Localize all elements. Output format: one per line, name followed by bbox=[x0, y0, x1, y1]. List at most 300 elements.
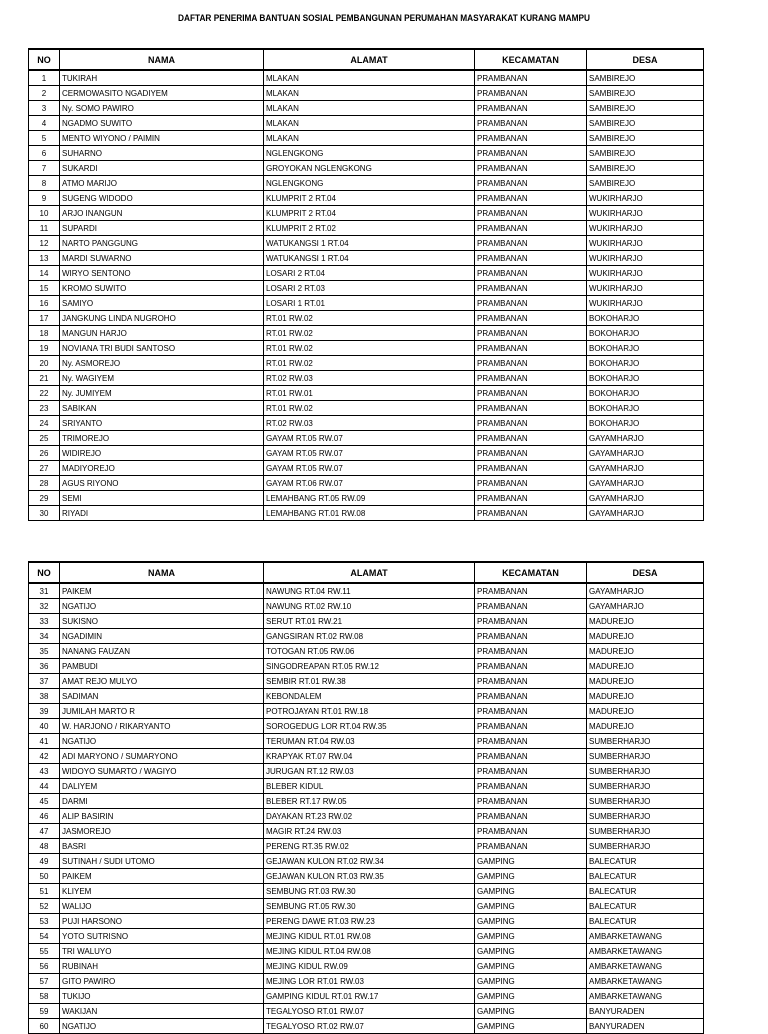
cell-alamat: DAYAKAN RT.23 RW.02 bbox=[264, 809, 475, 824]
cell-no: 27 bbox=[29, 461, 60, 476]
table-row bbox=[29, 899, 704, 914]
cell-desa: MADUREJO bbox=[587, 704, 704, 719]
cell-nama: JASMOREJO bbox=[60, 824, 264, 839]
table-row bbox=[29, 974, 704, 989]
cell-no: 34 bbox=[29, 629, 60, 644]
cell-alamat: GAMPING KIDUL RT.01 RW.17 bbox=[264, 989, 475, 1004]
cell-nama: SADIMAN bbox=[60, 689, 264, 704]
cell-nama: KROMO SUWITO bbox=[60, 281, 264, 296]
cell-alamat: MLAKAN bbox=[264, 70, 475, 86]
cell-alamat: GAYAM RT.05 RW.07 bbox=[264, 461, 475, 476]
cell-alamat: KRAPYAK RT.07 RW.04 bbox=[264, 749, 475, 764]
cell-nama: MENTO WIYONO / PAIMIN bbox=[60, 131, 264, 146]
cell-kecamatan: PRAMBANAN bbox=[475, 101, 587, 116]
table-row bbox=[29, 341, 704, 356]
cell-alamat: GANGSIRAN RT.02 RW.08 bbox=[264, 629, 475, 644]
header-nama: NAMA bbox=[60, 562, 264, 583]
cell-kecamatan: PRAMBANAN bbox=[475, 131, 587, 146]
header-nama: NAMA bbox=[60, 49, 264, 70]
table-row bbox=[29, 491, 704, 506]
cell-alamat: LOSARI 1 RT.01 bbox=[264, 296, 475, 311]
cell-no: 5 bbox=[29, 131, 60, 146]
cell-nama: GITO PAWIRO bbox=[60, 974, 264, 989]
cell-desa: SAMBIREJO bbox=[587, 116, 704, 131]
cell-kecamatan: PRAMBANAN bbox=[475, 446, 587, 461]
table-body bbox=[29, 583, 704, 1034]
cell-desa: WUKIRHARJO bbox=[587, 296, 704, 311]
table-row bbox=[29, 326, 704, 341]
table-row bbox=[29, 644, 704, 659]
cell-kecamatan: PRAMBANAN bbox=[475, 191, 587, 206]
cell-kecamatan: GAMPING bbox=[475, 1004, 587, 1019]
cell-nama: NGATIJO bbox=[60, 599, 264, 614]
cell-no: 28 bbox=[29, 476, 60, 491]
cell-desa: SUMBERHARJO bbox=[587, 764, 704, 779]
cell-no: 33 bbox=[29, 614, 60, 629]
cell-alamat: LOSARI 2 RT.03 bbox=[264, 281, 475, 296]
header-kecamatan: KECAMATAN bbox=[475, 49, 587, 70]
cell-alamat: RT.02 RW.03 bbox=[264, 416, 475, 431]
cell-nama: WALIJO bbox=[60, 899, 264, 914]
cell-no: 26 bbox=[29, 446, 60, 461]
table-row bbox=[29, 101, 704, 116]
cell-no: 2 bbox=[29, 86, 60, 101]
table-row bbox=[29, 749, 704, 764]
cell-kecamatan: PRAMBANAN bbox=[475, 161, 587, 176]
cell-no: 43 bbox=[29, 764, 60, 779]
cell-nama: SUKARDI bbox=[60, 161, 264, 176]
cell-desa: GAYAMHARJO bbox=[587, 431, 704, 446]
cell-alamat: MLAKAN bbox=[264, 116, 475, 131]
cell-no: 53 bbox=[29, 914, 60, 929]
table-row bbox=[29, 989, 704, 1004]
table-row bbox=[29, 704, 704, 719]
cell-kecamatan: PRAMBANAN bbox=[475, 311, 587, 326]
table-row bbox=[29, 176, 704, 191]
header-alamat: ALAMAT bbox=[264, 49, 475, 70]
cell-desa: SUMBERHARJO bbox=[587, 734, 704, 749]
cell-desa: BALECATUR bbox=[587, 914, 704, 929]
cell-nama: PAIKEM bbox=[60, 869, 264, 884]
cell-alamat: SINGODREAPAN RT.05 RW.12 bbox=[264, 659, 475, 674]
table-row bbox=[29, 583, 704, 599]
cell-desa: WUKIRHARJO bbox=[587, 236, 704, 251]
table-row bbox=[29, 191, 704, 206]
cell-alamat: PERENG DAWE RT.03 RW.23 bbox=[264, 914, 475, 929]
cell-desa: SAMBIREJO bbox=[587, 70, 704, 86]
cell-nama: NGADMO SUWITO bbox=[60, 116, 264, 131]
cell-kecamatan: GAMPING bbox=[475, 884, 587, 899]
cell-desa: SUMBERHARJO bbox=[587, 824, 704, 839]
cell-desa: GAYAMHARJO bbox=[587, 446, 704, 461]
cell-nama: DARMI bbox=[60, 794, 264, 809]
table-row bbox=[29, 614, 704, 629]
cell-alamat: RT.01 RW.02 bbox=[264, 356, 475, 371]
cell-kecamatan: PRAMBANAN bbox=[475, 491, 587, 506]
table-row bbox=[29, 371, 704, 386]
cell-nama: W. HARJONO / RIKARYANTO bbox=[60, 719, 264, 734]
cell-desa: SAMBIREJO bbox=[587, 101, 704, 116]
cell-nama: MANGUN HARJO bbox=[60, 326, 264, 341]
table-row bbox=[29, 296, 704, 311]
cell-alamat: RT.01 RW.02 bbox=[264, 341, 475, 356]
table-row bbox=[29, 884, 704, 899]
header-alamat: ALAMAT bbox=[264, 562, 475, 583]
table-header-row bbox=[29, 49, 704, 70]
cell-nama: TRI WALUYO bbox=[60, 944, 264, 959]
cell-desa: BOKOHARJO bbox=[587, 311, 704, 326]
cell-alamat: NAWUNG RT.04 RW.11 bbox=[264, 583, 475, 599]
cell-nama: SUKISNO bbox=[60, 614, 264, 629]
cell-nama: WIDIREJO bbox=[60, 446, 264, 461]
table-row bbox=[29, 1019, 704, 1034]
cell-desa: SUMBERHARJO bbox=[587, 809, 704, 824]
cell-nama: SUPARDI bbox=[60, 221, 264, 236]
cell-kecamatan: GAMPING bbox=[475, 959, 587, 974]
table-row bbox=[29, 869, 704, 884]
cell-alamat: RT.01 RW.02 bbox=[264, 401, 475, 416]
cell-nama: WAKIJAN bbox=[60, 1004, 264, 1019]
cell-alamat: MLAKAN bbox=[264, 131, 475, 146]
cell-kecamatan: PRAMBANAN bbox=[475, 704, 587, 719]
cell-desa: GAYAMHARJO bbox=[587, 476, 704, 491]
cell-kecamatan: PRAMBANAN bbox=[475, 356, 587, 371]
cell-nama: DALIYEM bbox=[60, 779, 264, 794]
cell-no: 60 bbox=[29, 1019, 60, 1034]
cell-kecamatan: GAMPING bbox=[475, 869, 587, 884]
cell-desa: AMBARKETAWANG bbox=[587, 929, 704, 944]
cell-alamat: SEMBUNG RT.05 RW.30 bbox=[264, 899, 475, 914]
cell-nama: AMAT REJO MULYO bbox=[60, 674, 264, 689]
cell-alamat: KLUMPRIT 2 RT.02 bbox=[264, 221, 475, 236]
cell-kecamatan: PRAMBANAN bbox=[475, 599, 587, 614]
cell-nama: RUBINAH bbox=[60, 959, 264, 974]
cell-kecamatan: PRAMBANAN bbox=[475, 794, 587, 809]
cell-kecamatan: PRAMBANAN bbox=[475, 461, 587, 476]
cell-no: 4 bbox=[29, 116, 60, 131]
cell-kecamatan: PRAMBANAN bbox=[475, 221, 587, 236]
cell-alamat: GEJAWAN KULON RT.02 RW.34 bbox=[264, 854, 475, 869]
header-no: NO bbox=[29, 49, 60, 70]
recipient-table-1 bbox=[28, 48, 704, 521]
table-row bbox=[29, 779, 704, 794]
cell-nama: PAMBUDI bbox=[60, 659, 264, 674]
cell-kecamatan: GAMPING bbox=[475, 854, 587, 869]
cell-alamat: MEJING KIDUL RT.01 RW.08 bbox=[264, 929, 475, 944]
cell-alamat: RT.01 RW.01 bbox=[264, 386, 475, 401]
cell-desa: AMBARKETAWANG bbox=[587, 944, 704, 959]
cell-kecamatan: PRAMBANAN bbox=[475, 386, 587, 401]
table-row bbox=[29, 824, 704, 839]
table-row bbox=[29, 416, 704, 431]
cell-no: 23 bbox=[29, 401, 60, 416]
cell-kecamatan: PRAMBANAN bbox=[475, 583, 587, 599]
cell-kecamatan: PRAMBANAN bbox=[475, 476, 587, 491]
cell-no: 11 bbox=[29, 221, 60, 236]
table-row bbox=[29, 281, 704, 296]
table-row bbox=[29, 311, 704, 326]
cell-nama: WIRYO SENTONO bbox=[60, 266, 264, 281]
cell-nama: KLIYEM bbox=[60, 884, 264, 899]
cell-no: 14 bbox=[29, 266, 60, 281]
cell-desa: BOKOHARJO bbox=[587, 341, 704, 356]
cell-nama: SAMIYO bbox=[60, 296, 264, 311]
cell-kecamatan: PRAMBANAN bbox=[475, 614, 587, 629]
cell-kecamatan: PRAMBANAN bbox=[475, 326, 587, 341]
cell-desa: BOKOHARJO bbox=[587, 401, 704, 416]
cell-no: 35 bbox=[29, 644, 60, 659]
cell-desa: WUKIRHARJO bbox=[587, 266, 704, 281]
cell-no: 8 bbox=[29, 176, 60, 191]
cell-nama: AGUS RIYONO bbox=[60, 476, 264, 491]
cell-no: 9 bbox=[29, 191, 60, 206]
cell-alamat: LEMAHBANG RT.01 RW.08 bbox=[264, 506, 475, 521]
cell-desa: SAMBIREJO bbox=[587, 146, 704, 161]
cell-no: 15 bbox=[29, 281, 60, 296]
cell-no: 30 bbox=[29, 506, 60, 521]
cell-alamat: TEGALYOSO RT.01 RW.07 bbox=[264, 1004, 475, 1019]
table-row bbox=[29, 1004, 704, 1019]
cell-kecamatan: GAMPING bbox=[475, 944, 587, 959]
table-header-row bbox=[29, 562, 704, 583]
cell-no: 44 bbox=[29, 779, 60, 794]
cell-alamat: KEBONDALEM bbox=[264, 689, 475, 704]
cell-kecamatan: PRAMBANAN bbox=[475, 296, 587, 311]
cell-kecamatan: PRAMBANAN bbox=[475, 749, 587, 764]
cell-nama: NGADIMIN bbox=[60, 629, 264, 644]
cell-nama: TRIMOREJO bbox=[60, 431, 264, 446]
cell-nama: SEMI bbox=[60, 491, 264, 506]
header-desa: DESA bbox=[587, 562, 704, 583]
cell-no: 58 bbox=[29, 989, 60, 1004]
table-row bbox=[29, 206, 704, 221]
cell-no: 54 bbox=[29, 929, 60, 944]
cell-no: 51 bbox=[29, 884, 60, 899]
cell-nama: ARJO INANGUN bbox=[60, 206, 264, 221]
cell-no: 32 bbox=[29, 599, 60, 614]
cell-nama: Ny. SOMO PAWIRO bbox=[60, 101, 264, 116]
cell-desa: SUMBERHARJO bbox=[587, 749, 704, 764]
recipient-table-2 bbox=[28, 561, 704, 1034]
cell-nama: CERMOWASITO NGADIYEM bbox=[60, 86, 264, 101]
cell-no: 20 bbox=[29, 356, 60, 371]
cell-kecamatan: PRAMBANAN bbox=[475, 764, 587, 779]
cell-alamat: GAYAM RT.05 RW.07 bbox=[264, 446, 475, 461]
cell-kecamatan: PRAMBANAN bbox=[475, 506, 587, 521]
cell-desa: WUKIRHARJO bbox=[587, 281, 704, 296]
cell-no: 52 bbox=[29, 899, 60, 914]
cell-nama: MARDI SUWARNO bbox=[60, 251, 264, 266]
cell-no: 22 bbox=[29, 386, 60, 401]
cell-desa: SAMBIREJO bbox=[587, 161, 704, 176]
table-row bbox=[29, 839, 704, 854]
cell-nama: YOTO SUTRISNO bbox=[60, 929, 264, 944]
table-row bbox=[29, 356, 704, 371]
table-row bbox=[29, 719, 704, 734]
cell-kecamatan: PRAMBANAN bbox=[475, 689, 587, 704]
cell-kecamatan: PRAMBANAN bbox=[475, 70, 587, 86]
cell-kecamatan: PRAMBANAN bbox=[475, 629, 587, 644]
cell-desa: BALECATUR bbox=[587, 899, 704, 914]
cell-no: 40 bbox=[29, 719, 60, 734]
cell-alamat: GAYAM RT.06 RW.07 bbox=[264, 476, 475, 491]
table-row bbox=[29, 674, 704, 689]
table-row bbox=[29, 599, 704, 614]
table-row bbox=[29, 929, 704, 944]
cell-kecamatan: GAMPING bbox=[475, 989, 587, 1004]
cell-kecamatan: PRAMBANAN bbox=[475, 281, 587, 296]
cell-desa: SUMBERHARJO bbox=[587, 794, 704, 809]
cell-desa: SUMBERHARJO bbox=[587, 779, 704, 794]
cell-desa: AMBARKETAWANG bbox=[587, 959, 704, 974]
cell-alamat: PERENG RT.35 RW.02 bbox=[264, 839, 475, 854]
cell-desa: MADUREJO bbox=[587, 674, 704, 689]
cell-kecamatan: PRAMBANAN bbox=[475, 401, 587, 416]
cell-no: 46 bbox=[29, 809, 60, 824]
table-row bbox=[29, 221, 704, 236]
cell-nama: SUHARNO bbox=[60, 146, 264, 161]
cell-desa: BOKOHARJO bbox=[587, 386, 704, 401]
cell-no: 7 bbox=[29, 161, 60, 176]
header-no: NO bbox=[29, 562, 60, 583]
table-row bbox=[29, 914, 704, 929]
table-row bbox=[29, 959, 704, 974]
cell-no: 59 bbox=[29, 1004, 60, 1019]
cell-alamat: MEJING KIDUL RT.04 RW.08 bbox=[264, 944, 475, 959]
cell-alamat: POTROJAYAN RT.01 RW.18 bbox=[264, 704, 475, 719]
cell-kecamatan: PRAMBANAN bbox=[475, 431, 587, 446]
cell-no: 1 bbox=[29, 70, 60, 86]
table-row bbox=[29, 161, 704, 176]
cell-desa: BALECATUR bbox=[587, 869, 704, 884]
table-row bbox=[29, 146, 704, 161]
cell-alamat: JURUGAN RT.12 RW.03 bbox=[264, 764, 475, 779]
cell-kecamatan: PRAMBANAN bbox=[475, 779, 587, 794]
cell-alamat: MEJING KIDUL RW.09 bbox=[264, 959, 475, 974]
table-row bbox=[29, 764, 704, 779]
table-row bbox=[29, 689, 704, 704]
cell-desa: WUKIRHARJO bbox=[587, 191, 704, 206]
cell-no: 21 bbox=[29, 371, 60, 386]
cell-nama: TUKIJO bbox=[60, 989, 264, 1004]
table-row bbox=[29, 944, 704, 959]
cell-no: 47 bbox=[29, 824, 60, 839]
cell-alamat: TERUMAN RT.04 RW.03 bbox=[264, 734, 475, 749]
cell-no: 3 bbox=[29, 101, 60, 116]
cell-desa: MADUREJO bbox=[587, 659, 704, 674]
cell-alamat: MLAKAN bbox=[264, 86, 475, 101]
cell-no: 39 bbox=[29, 704, 60, 719]
cell-no: 17 bbox=[29, 311, 60, 326]
cell-alamat: WATUKANGSI 1 RT.04 bbox=[264, 251, 475, 266]
table-row bbox=[29, 386, 704, 401]
cell-desa: AMBARKETAWANG bbox=[587, 974, 704, 989]
cell-desa: MADUREJO bbox=[587, 689, 704, 704]
cell-no: 37 bbox=[29, 674, 60, 689]
cell-kecamatan: PRAMBANAN bbox=[475, 824, 587, 839]
cell-alamat: LOSARI 2 RT.04 bbox=[264, 266, 475, 281]
cell-alamat: SEMBUNG RT.03 RW.30 bbox=[264, 884, 475, 899]
cell-no: 57 bbox=[29, 974, 60, 989]
table-row bbox=[29, 251, 704, 266]
cell-kecamatan: PRAMBANAN bbox=[475, 146, 587, 161]
cell-nama: JANGKUNG LINDA NUGROHO bbox=[60, 311, 264, 326]
cell-no: 56 bbox=[29, 959, 60, 974]
cell-no: 55 bbox=[29, 944, 60, 959]
cell-alamat: GROYOKAN NGLENGKONG bbox=[264, 161, 475, 176]
cell-alamat: WATUKANGSI 1 RT.04 bbox=[264, 236, 475, 251]
cell-kecamatan: PRAMBANAN bbox=[475, 116, 587, 131]
cell-kecamatan: PRAMBANAN bbox=[475, 809, 587, 824]
cell-alamat: GAYAM RT.05 RW.07 bbox=[264, 431, 475, 446]
cell-no: 25 bbox=[29, 431, 60, 446]
cell-kecamatan: PRAMBANAN bbox=[475, 719, 587, 734]
cell-nama: WIDOYO SUMARTO / WAGIYO bbox=[60, 764, 264, 779]
cell-kecamatan: PRAMBANAN bbox=[475, 176, 587, 191]
cell-alamat: BLEBER KIDUL bbox=[264, 779, 475, 794]
cell-nama: Ny. JUMIYEM bbox=[60, 386, 264, 401]
cell-alamat: GEJAWAN KULON RT.03 RW.35 bbox=[264, 869, 475, 884]
cell-alamat: RT.02 RW.03 bbox=[264, 371, 475, 386]
cell-desa: BOKOHARJO bbox=[587, 371, 704, 386]
cell-no: 16 bbox=[29, 296, 60, 311]
cell-no: 24 bbox=[29, 416, 60, 431]
cell-nama: TUKIRAH bbox=[60, 70, 264, 86]
cell-nama: NANANG FAUZAN bbox=[60, 644, 264, 659]
cell-no: 41 bbox=[29, 734, 60, 749]
table-row bbox=[29, 659, 704, 674]
cell-nama: SUTINAH / SUDI UTOMO bbox=[60, 854, 264, 869]
cell-desa: SAMBIREJO bbox=[587, 131, 704, 146]
table-row bbox=[29, 431, 704, 446]
cell-kecamatan: PRAMBANAN bbox=[475, 416, 587, 431]
cell-nama: JUMILAH MARTO R bbox=[60, 704, 264, 719]
cell-no: 31 bbox=[29, 583, 60, 599]
cell-alamat: NGLENGKONG bbox=[264, 176, 475, 191]
cell-alamat: SEMBIR RT.01 RW.38 bbox=[264, 674, 475, 689]
cell-nama: PUJI HARSONO bbox=[60, 914, 264, 929]
header-kecamatan: KECAMATAN bbox=[475, 562, 587, 583]
cell-alamat: TEGALYOSO RT.02 RW.07 bbox=[264, 1019, 475, 1034]
cell-kecamatan: PRAMBANAN bbox=[475, 86, 587, 101]
cell-desa: SUMBERHARJO bbox=[587, 839, 704, 854]
cell-no: 36 bbox=[29, 659, 60, 674]
table-row bbox=[29, 266, 704, 281]
cell-no: 6 bbox=[29, 146, 60, 161]
cell-nama: Ny. ASMOREJO bbox=[60, 356, 264, 371]
cell-no: 45 bbox=[29, 794, 60, 809]
cell-alamat: BLEBER RT.17 RW.05 bbox=[264, 794, 475, 809]
document-title: DAFTAR PENERIMA BANTUAN SOSIAL PEMBANGUNAN PERUMAHAN MASYARAKAT KURANG MAMPU bbox=[177, 13, 591, 23]
cell-no: 13 bbox=[29, 251, 60, 266]
cell-desa: SAMBIREJO bbox=[587, 176, 704, 191]
cell-nama: SABIKAN bbox=[60, 401, 264, 416]
cell-no: 19 bbox=[29, 341, 60, 356]
cell-nama: ADI MARYONO / SUMARYONO bbox=[60, 749, 264, 764]
cell-kecamatan: PRAMBANAN bbox=[475, 734, 587, 749]
table-row bbox=[29, 446, 704, 461]
cell-desa: BOKOHARJO bbox=[587, 326, 704, 341]
cell-no: 18 bbox=[29, 326, 60, 341]
cell-kecamatan: PRAMBANAN bbox=[475, 236, 587, 251]
table-row bbox=[29, 86, 704, 101]
cell-desa: WUKIRHARJO bbox=[587, 206, 704, 221]
cell-alamat: NGLENGKONG bbox=[264, 146, 475, 161]
cell-no: 12 bbox=[29, 236, 60, 251]
table-row bbox=[29, 476, 704, 491]
cell-kecamatan: PRAMBANAN bbox=[475, 251, 587, 266]
cell-alamat: TOTOGAN RT.05 RW.06 bbox=[264, 644, 475, 659]
